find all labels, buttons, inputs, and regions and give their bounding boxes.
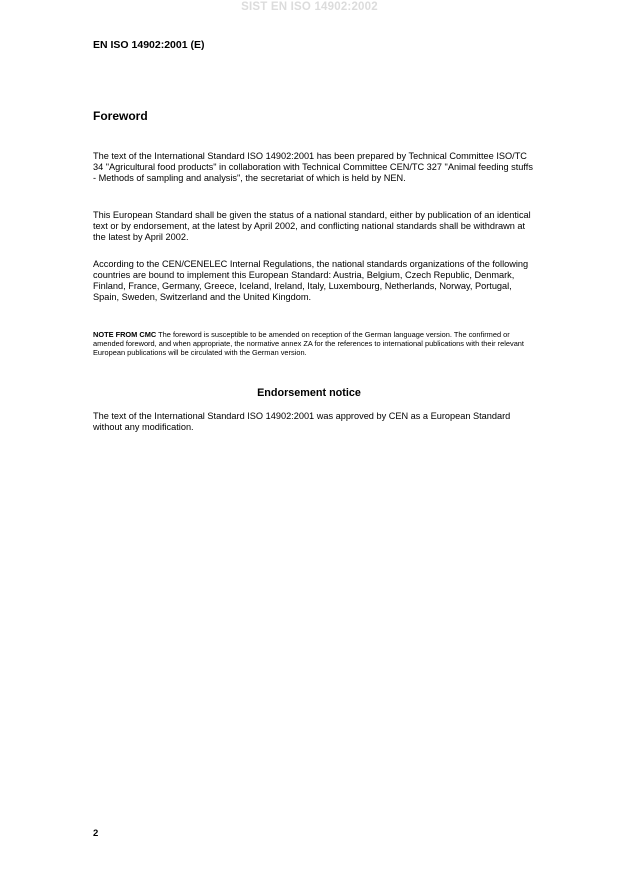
endorsement-heading: Endorsement notice xyxy=(257,387,361,399)
foreword-paragraph-2: This European Standard shall be given the status of a national standard, either by publication of an identical text or by endorsement, at the latest by April 2002, and conflicting national standards shall be withdrawn at the latest by April 2002. xyxy=(93,210,531,242)
foreword-paragraph-3: According to the CEN/CENELEC Internal Regulations, the national standards organizations of the following countries are bound to implement this European Standard: Austria, Belgium, Czech Republic, Denmark, Finland, France, Germany, Greece, Iceland, Ireland, Italy, Luxembourg, Netherlands, Norway, Portugal, Spain, Sweden, Switzerland and the United Kingdom. xyxy=(93,259,529,302)
foreword-heading: Foreword xyxy=(93,109,148,123)
foreword-paragraph-1: The text of the International Standard ISO 14902:2001 has been prepared by Technical Committee ISO/TC 34 "Agricultural food products" in collaboration with Technical Committee CEN/TC 327 "Animal feeding stuffs - Methods of sampling and analysis", the secretariat of which is held by NEN. xyxy=(93,151,533,183)
cmc-note-label: NOTE FROM CMC xyxy=(93,330,157,339)
endorsement-paragraph: The text of the International Standard ISO 14902:2001 was approved by CEN as a European Standard without any modification. xyxy=(93,411,511,432)
watermark-text: SIST EN ISO 14902:2002 xyxy=(241,1,378,13)
document-id: EN ISO 14902:2001 (E) xyxy=(93,39,205,51)
cmc-note-text: The foreword is susceptible to be amended on reception of the German language version. The confirmed or amended foreword, and when appropriate, the normative annex ZA for the references to international publications with their relevant European publications will be circulated with the German version. xyxy=(93,330,524,358)
cmc-note xyxy=(93,330,533,357)
page-number: 2 xyxy=(93,828,99,839)
